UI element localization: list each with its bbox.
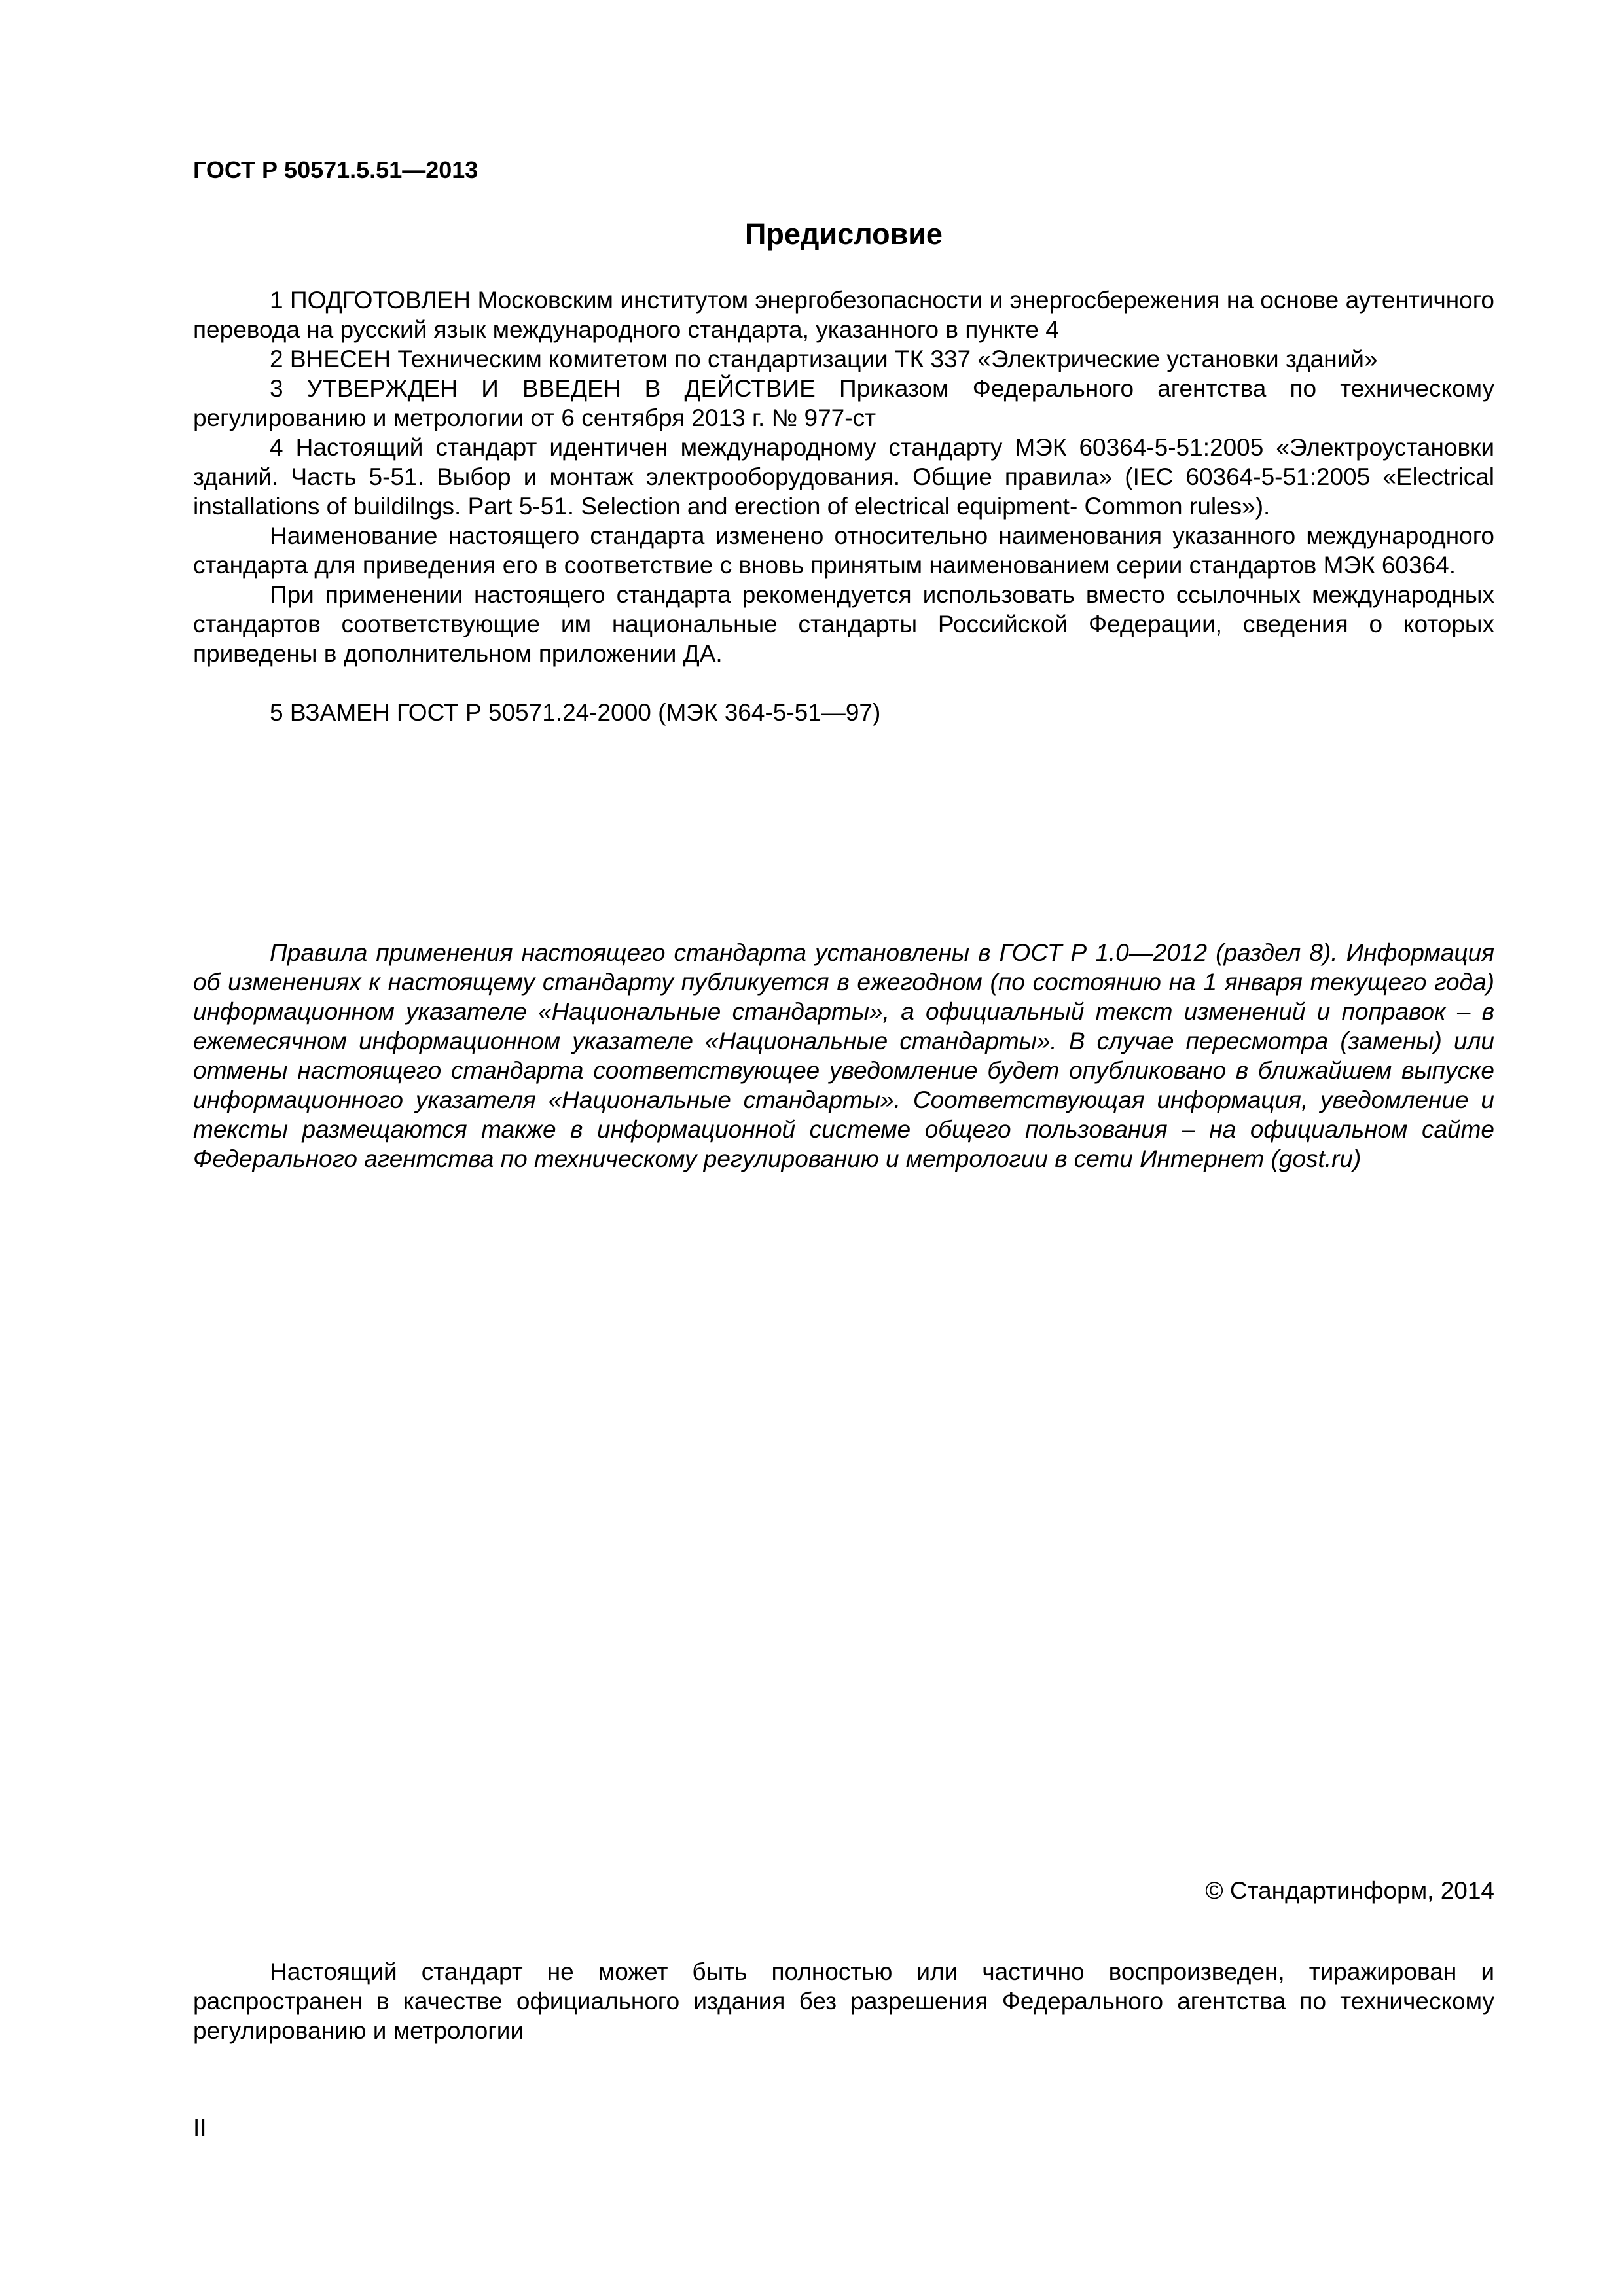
preface-item-4-note-name: Наименование настоящего стандарта изменено относительно наименования указанного международного стандарта для приведения его в соответствие с вновь принятым наименованием серии стандартов МЭК 60364. [193,522,1494,579]
preface-body [193,285,1494,727]
rules-paragraph: Правила применения настоящего стандарта установлены в ГОСТ Р 1.0—2012 (раздел 8). Информация об изменениях к настоящему стандарту публикуется в ежегодном (по состоянию на 1 января текущего года) информационном указателе «Национальные стандарты», а официальный текст изменений и поправок – в ежемесячном информационном указателе «Национальные стандарты». В случае пересмотра (замены) или отмены настоящего стандарта соответствующее уведомление будет опубликовано в ближайшем выпуске информационного указателя «Национальные стандарты». Соответствующая информация, уведомление и тексты размещаются также в информационной системе общего пользования – на официальном сайте Федерального агентства по техническому регулированию и метрологии в сети Интернет (gost.ru) [193,939,1494,1172]
rules-of-application [193,938,1494,1174]
preface-item-4-note-references: При применении настоящего стандарта рекомендуется использовать вместо ссылочных международных стандартов соответствующие им национальные стандарты Российской Федерации, сведения о которых приведены в дополнительном приложении ДА. [193,581,1494,667]
notice-paragraph: Настоящий стандарт не может быть полностью или частично воспроизведен, тиражирован и распространен в качестве официального издания без разрешения Федерального агентства по техническому регулированию и метрологии [193,1958,1494,2044]
copyright-line: © Стандартинформ, 2014 [1205,1877,1494,1904]
preface-item-5: 5 ВЗАМЕН ГОСТ Р 50571.24-2000 (МЭК 364-5-51—97) [270,699,881,726]
reproduction-notice [193,1957,1494,2045]
preface-item-2: 2 ВНЕСЕН Техническим комитетом по стандартизации ТК 337 «Электрические установки зданий» [270,346,1378,372]
page-title: Предисловие [745,217,943,251]
preface-item-3: 3 УТВЕРЖДЕН И ВВЕДЕН В ДЕЙСТВИЕ Приказом Федерального агентства по техническому регулированию и метрологии от 6 сентября 2013 г. № 977-ст [193,375,1494,431]
preface-item-4: 4 Настоящий стандарт идентичен международному стандарту МЭК 60364-5-51:2005 «Электроустановки зданий. Часть 5-51. Выбор и монтаж электрооборудования. Общие правила» (IEC 60364-5-51:2005 «Electrical installations of buildilngs. Part 5-51. Selection and erection of electrical equipment- Common rules»). [193,434,1494,520]
preface-item-1: 1 ПОДГОТОВЛЕН Московским институтом энергобезопасности и энергосбережения на основе аутентичного перевода на русский язык международного стандарта, указанного в пункте 4 [193,287,1494,343]
document-code: ГОСТ Р 50571.5.51—2013 [193,156,478,183]
page-number: II [193,2114,207,2141]
